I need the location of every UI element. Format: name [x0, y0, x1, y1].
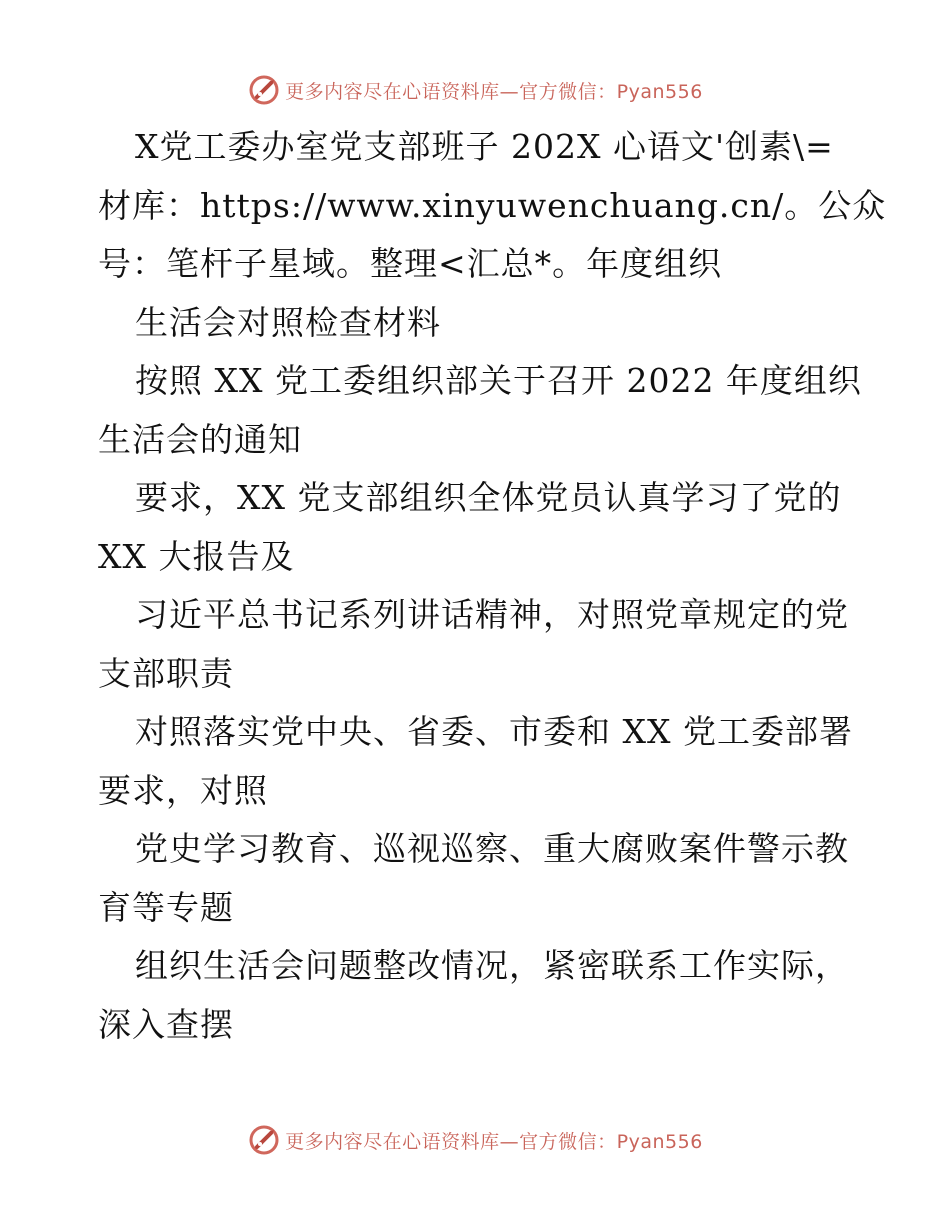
text-line: 要求，XX 党支部组织全体党员认真学习了党的: [135, 478, 842, 517]
text-line: 材库：https://www.xinyuwenchuang.cn/。公众: [98, 185, 887, 225]
text-line: 党史学习教育、巡视巡察、重大腐败案件警示教: [135, 829, 849, 868]
footer-banner: [0, 1120, 950, 1160]
text-line: 对照落实党中央、省委、市委和 XX 党工委部署: [135, 712, 853, 751]
header-banner-text: 更多内容尽在心语资料库—官方微信：Pyan556: [285, 80, 703, 103]
text-line: 深入查摆: [98, 1004, 234, 1044]
text-line: 支部职责: [98, 653, 234, 693]
text-line: 育等专题: [98, 887, 234, 927]
text-line: 生活会对照检查材料: [135, 302, 441, 342]
footer-banner-text: 更多内容尽在心语资料库—官方微信：Pyan556: [285, 1130, 703, 1153]
text-line: 生活会的通知: [98, 419, 302, 459]
brand-logo-icon: [247, 1123, 281, 1157]
text-line: 按照 XX 党工委组织部关于召开 2022 年度组织: [135, 361, 862, 400]
text-line: XX 大报告及: [98, 536, 295, 576]
brand-logo-icon: [247, 73, 281, 107]
document-body: [98, 118, 887, 1054]
text-line: 组织生活会问题整改情况，紧密联系工作实际，: [135, 946, 849, 985]
text-line: X党工委办室党支部班子 202X 心语文'创素\=: [135, 127, 834, 166]
text-line: 号：笔杆子星域。整理<汇总*。年度组织: [98, 244, 723, 283]
text-line: 习近平总书记系列讲话精神，对照党章规定的党: [135, 595, 849, 634]
header-banner: [0, 70, 950, 110]
text-line: 要求，对照: [98, 770, 268, 810]
